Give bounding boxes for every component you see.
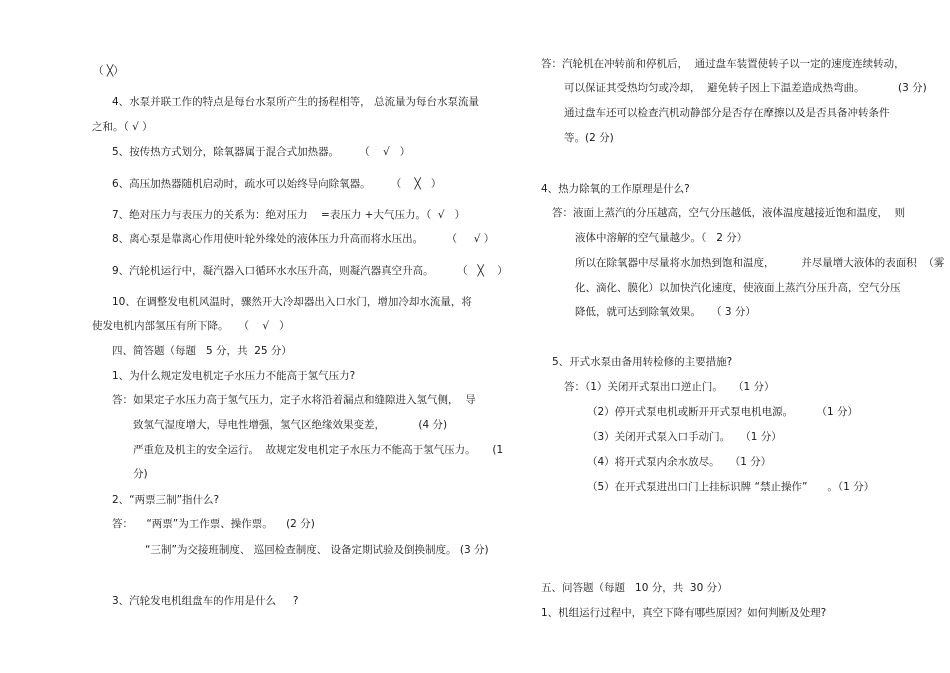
text-line: 9、汽轮机运行中，凝汽器入口循环水水压升高，则凝汽器真空升高。 （ ╳ ）: [112, 265, 508, 277]
answer-text: 分): [133, 468, 148, 480]
answer-text: 致氢气湿度增大，导电性增强，氢气区绝缘效果变差， (4 分): [133, 419, 448, 431]
text-line: 7、绝对压力与表压力的关系为：绝对压力 =表压力 +大气压力。（ √ ）: [112, 209, 466, 221]
answer-text: 通过盘车还可以检查汽机动静部分是否存在摩擦以及是否具备冲转条件: [564, 107, 890, 119]
text-line: 10、在调整发电机风温时，骤然开大冷却器出入口水门，增加冷却水流量，将: [112, 296, 472, 308]
answer-text: 所以在除氧器中尽量将水加热到饱和温度， 并尽量增大液体的表面积 （雾: [575, 257, 945, 269]
answer-text: 答：（1）关闭开式泵出口逆止门。 （1 分）: [564, 381, 775, 393]
question-text: 2、“两票三制”指什么?: [112, 494, 220, 506]
answer-text: 液体中溶解的空气量越少。（ 2 分）: [575, 232, 748, 244]
answer-text: 答：汽轮机在冲转前和停机后， 通过盘车装置使转子以一定的速度连续转动，: [541, 58, 905, 70]
answer-text: 答：如果定子水压力高于氢气压力，定子水将沿着漏点和缝隙进入氢气侧， 导: [112, 394, 476, 406]
question-text: 5、开式水泵由备用转检修的主要措施?: [552, 356, 733, 368]
text-line: 之和。（ √ ）: [92, 121, 153, 133]
text-line: 使发电机内部氢压有所下降。 （ √ ）: [92, 320, 290, 332]
answer-text: 可以保证其受热均匀或冷却， 避免转子因上下温差造成热弯曲。 (3 分): [564, 82, 927, 94]
text-line: 8、离心泵是靠离心作用使叶轮外缘处的液体压力升高而将水压出。 （ √ ）: [112, 233, 495, 245]
answer-text: 化、滴化、膜化）以加快汽化速度，使液面上蒸汽分压升高，空气分压: [575, 282, 901, 294]
question-text: 4、热力除氧的工作原理是什么?: [541, 183, 690, 195]
answer-text: （5）在开式泵进出口门上挂标识牌 “禁止操作” 。（1 分）: [587, 481, 875, 493]
section-heading: 四、简答题（每题 5 分，共 25 分）: [112, 345, 292, 357]
text-line: 4、水泵并联工作的特点是每台水泵所产生的扬程相等， 总流量为每台水泵流量: [112, 96, 480, 108]
answer-text: （2）停开式泵电机或断开开式泵电机电源。 （1 分）: [587, 406, 859, 418]
answer-text: “三制”为交接班制度、 巡回检查制度、 设备定期试验及倒换制度。 (3 分): [145, 544, 489, 556]
answer-text: 答：液面上蒸汽的分压越高，空气分压越低，液体温度越接近饱和温度， 则: [552, 207, 906, 219]
answer-text: 答： “两票”为工作票、操作票。 (2 分): [112, 518, 315, 530]
question-text: 3、汽轮发电机组盘车的作用是什么 ?: [112, 595, 299, 607]
answer-text: （4）将开式泵内余水放尽。 （1 分）: [587, 456, 772, 468]
answer-text: 等。(2 分): [564, 132, 614, 144]
text-line: 5、按传热方式划分，除氧器属于混合式加热器。 （ √ ）: [112, 146, 411, 158]
text-line: 6、高压加热器随机启动时，疏水可以始终导向除氧器。 （ ╳ ）: [112, 178, 442, 190]
answer-text: 降低，就可达到除氧效果。 （ 3 分）: [575, 306, 756, 318]
question-text: 1、为什么规定发电机定子水压力不能高于氢气压力?: [112, 370, 356, 382]
question-text: 1、机组运行过程中，真空下降有哪些原因？如何判断及处理?: [541, 607, 827, 619]
answer-text: （3）关闭开式泵入口手动门。 （1 分）: [587, 431, 782, 443]
section-heading: 五、问答题（每题 10 分，共 30 分）: [541, 582, 728, 594]
answer-text: 严重危及机主的安全运行。 故规定发电机定子水压力不能高于氢气压力。 (1: [133, 444, 504, 456]
text-line: （ ╳）: [93, 65, 124, 77]
